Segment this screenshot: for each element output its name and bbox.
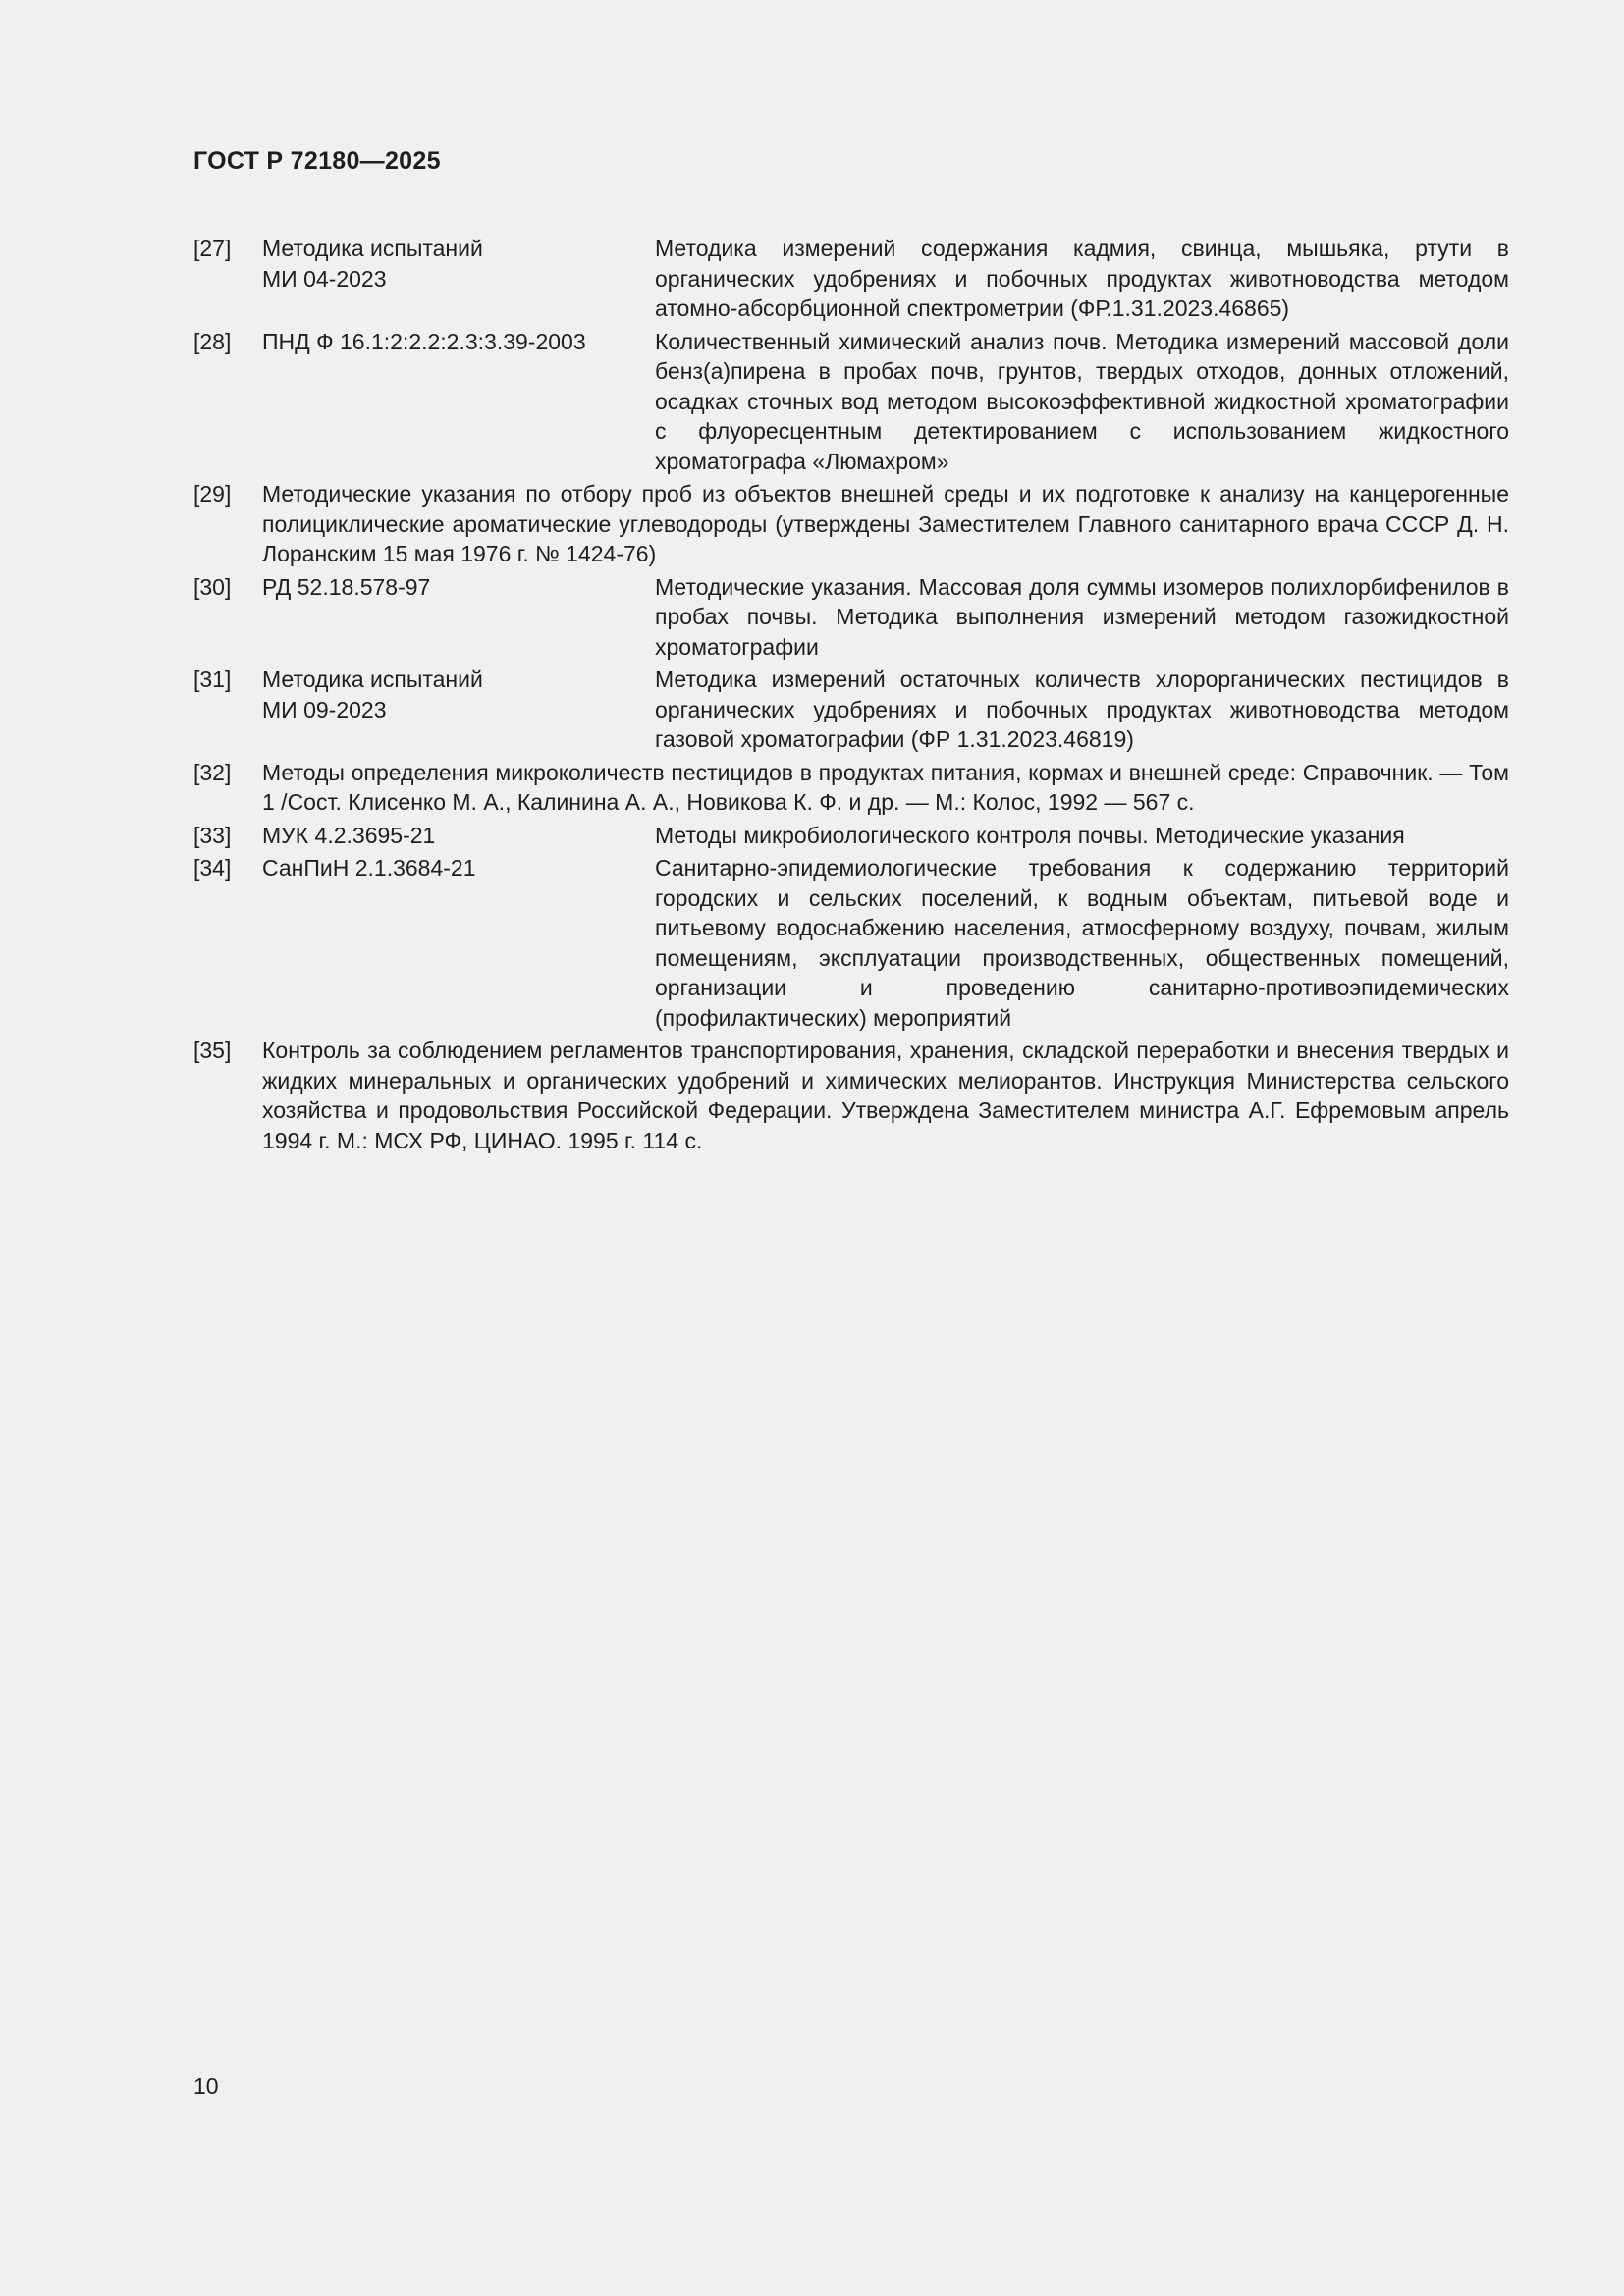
reference-description: Количественный химический анализ почв. Методика измерений массовой доли бенз(а)пирена в пробах почв, грунтов, твердых отходов, донных отложений, осадках сточных вод методом высокоэффективной жидкостной хроматографии с флуоресцентным детектированием с использованием жидкостного хроматографа «Люмахром» (655, 328, 1509, 474)
reference-designation (262, 572, 655, 663)
bibliography-list (193, 234, 1509, 1158)
reference-number: [32] (193, 759, 232, 785)
reference-number: [31] (193, 667, 232, 692)
reference-designation-line: Методика испытаний (262, 667, 483, 692)
reference-item (193, 572, 1509, 663)
reference-item (193, 665, 1509, 755)
reference-item (193, 479, 1509, 569)
reference-designation-line: СанПиН 2.1.3684-21 (262, 855, 476, 881)
reference-designation (262, 665, 655, 755)
reference-item (193, 327, 1509, 477)
page-number: 10 (193, 2073, 219, 2099)
reference-designation-line: МИ 04-2023 (262, 265, 387, 292)
reference-item (193, 821, 1509, 851)
reference-item (193, 234, 1509, 324)
reference-designation-line: МИ 09-2023 (262, 696, 387, 722)
reference-item (193, 1036, 1509, 1155)
reference-number: [28] (193, 328, 232, 354)
reference-designation (262, 327, 655, 477)
reference-number: [35] (193, 1038, 232, 1063)
reference-number: [33] (193, 822, 232, 848)
document-header: ГОСТ Р 72180—2025 (193, 147, 441, 175)
reference-description: Методы определения микроколичеств пестицидов в продуктах питания, кормах и внешней среде: Справочник. — Том 1 /Сост. Клисенко М. А., Калинина А. А., Новикова К. Ф. и др. — М.: Колос, 1992 — 567 с. (262, 759, 1509, 815)
reference-number: [34] (193, 855, 232, 881)
reference-description: Методические указания. Массовая доля суммы изомеров полихлорбифенилов в пробах почвы. Методика выполнения измерений методом газожидкостной хроматографии (655, 573, 1509, 660)
reference-designation-line: Методика испытаний (262, 236, 483, 261)
reference-designation (262, 853, 655, 1033)
reference-number: [29] (193, 481, 232, 507)
reference-description: Методы микробиологического контроля почвы. Методические указания (655, 822, 1405, 848)
reference-item (193, 853, 1509, 1033)
reference-number: [30] (193, 573, 232, 600)
reference-designation (262, 821, 655, 851)
reference-designation-line: МУК 4.2.3695-21 (262, 822, 436, 848)
reference-description: Контроль за соблюдением регламентов транспортирования, хранения, складской переработки и внесения твердых и жидких минеральных и органических удобрений и химических мелиорантов. Инструкция Министерства сельского хозяйства и продовольствия Российской Федерации. Утверждена Заместителем министра А.Г. Ефремовым апрель 1994 г. М.: МСХ РФ, ЦИНАО. 1995 г. 114 с. (262, 1038, 1509, 1153)
reference-number: [27] (193, 236, 232, 261)
reference-designation-line: РД 52.18.578-97 (262, 573, 431, 600)
reference-description: Санитарно-эпидемиологические требования к содержанию территорий городских и сельских поселений, к водным объектам, питьевой воде и питьевому водоснабжению населения, атмосферному воздуху, почвам, жилым помещениям, эксплуатации производственных, общественных помещений, организации и проведению санитарно-противоэпидемических (профилактических) мероприятий (655, 855, 1509, 1031)
reference-description: Методика измерений остаточных количеств хлорорганических пестицидов в органических удобрениях и побочных продуктах животноводства методом газовой хроматографии (ФР 1.31.2023.46819) (655, 667, 1509, 752)
reference-designation-line: ПНД Ф 16.1:2:2.2:2.3:3.39-2003 (262, 328, 586, 354)
reference-description: Методика измерений содержания кадмия, свинца, мышьяка, ртути в органических удобрениях и побочных продуктах животноводства методом атомно-абсорбционной спектрометрии (ФР.1.31.2023.46865) (655, 236, 1509, 321)
reference-description: Методические указания по отбору проб из объектов внешней среды и их подготовке к анализу на канцерогенные полициклические ароматические углеводороды (утверждены Заместителем Главного санитарного врача СССР Д. Н. Лоранским 15 мая 1976 г. № 1424-76) (262, 481, 1509, 566)
reference-designation (262, 234, 655, 324)
reference-item (193, 758, 1509, 818)
